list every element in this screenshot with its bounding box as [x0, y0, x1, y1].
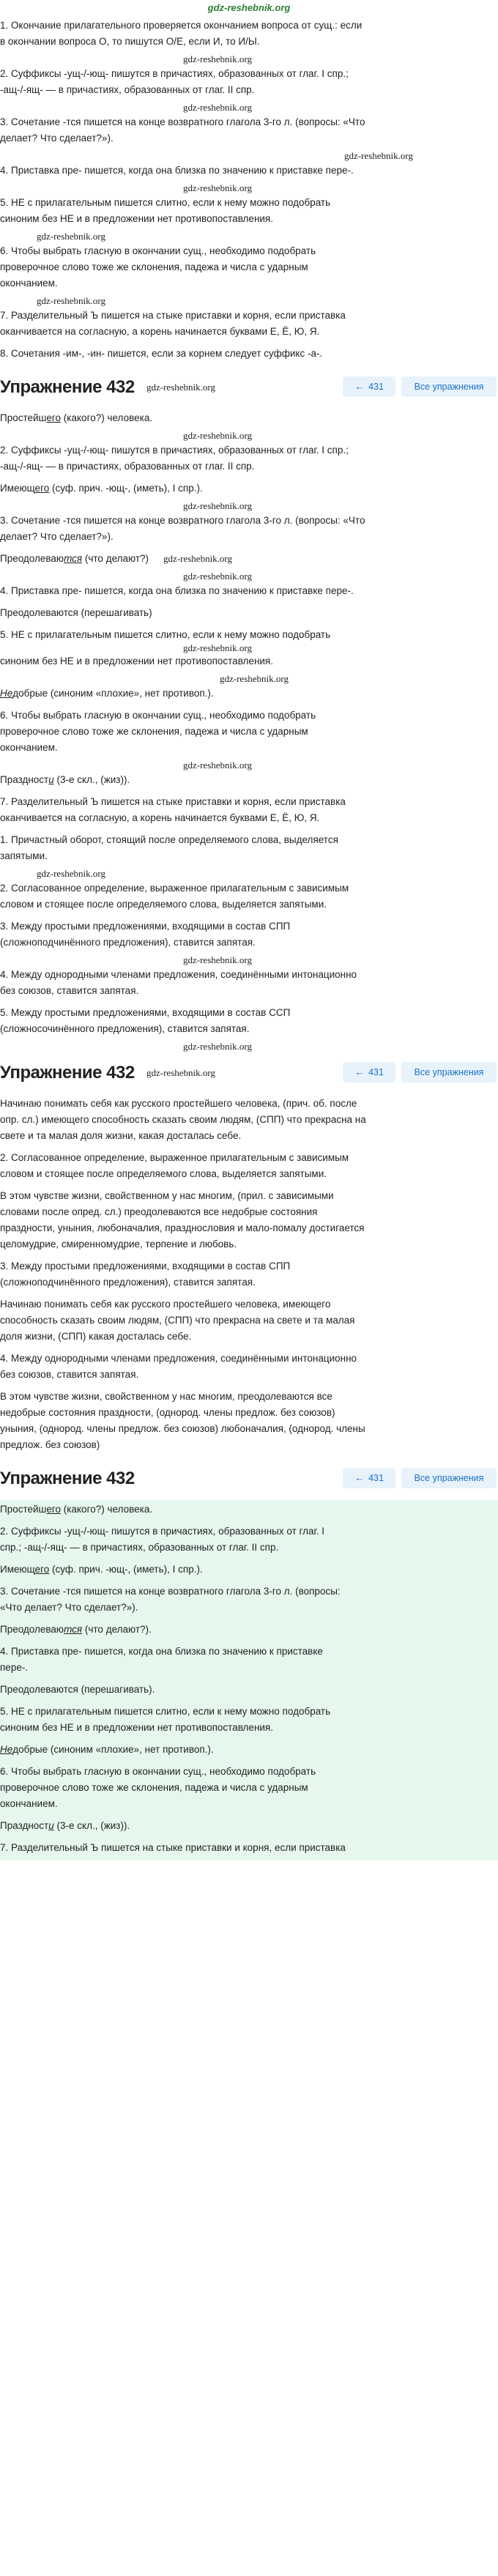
text-line: запятыми.	[0, 850, 48, 861]
highlighted-ending: его	[46, 412, 62, 423]
watermark: gdz-reshebnik.org	[183, 102, 252, 113]
text-line: -ащ-/-ящ- — в причастиях, образованных от глаг. II спр.	[0, 461, 255, 472]
text-line: словами после опред. сл.) преодолеваются все недобрые состояния	[0, 1206, 318, 1217]
exercise-title: Упражнение 432	[0, 377, 135, 397]
text-line: 4. Между однородными членами предложения, соединёнными интонационно	[0, 969, 357, 980]
text-line	[0, 1502, 498, 1518]
rule-paragraph	[0, 1522, 498, 1560]
arrow-left-icon: ←	[354, 1066, 365, 1077]
rule-paragraph	[0, 965, 498, 1003]
text-line: словом и стоящее после определяемого слова, выделяется запятыми.	[0, 1168, 327, 1179]
text-line: 2. Суффиксы -ущ-/-ющ- пишутся в причастиях, образованных от глаг. I спр.;	[0, 68, 349, 79]
highlighted-ending: его	[46, 1504, 62, 1515]
watermark: gdz-reshebnik.org	[220, 673, 289, 684]
watermark: gdz-reshebnik.org	[37, 231, 105, 242]
exercise-header	[0, 1462, 498, 1496]
text-line	[0, 1742, 498, 1758]
word-part: добрые (синоним «плохие», нет противоп.).	[12, 1744, 214, 1755]
text-line: 2. Согласованное определение, выраженное прилагательным с зависимым	[0, 883, 349, 894]
text-line: способность сказать своим людям, (СПП) что прекрасна на свете и та малая	[0, 1315, 355, 1326]
rule-paragraph	[0, 793, 498, 831]
rule-paragraph	[0, 626, 498, 674]
word-part: (суф. прич. -ющ-, (иметь), I спр.).	[49, 483, 203, 494]
text-line: 6. Чтобы выбрать гласную в окончании сущ., необходимо подобрать	[0, 1766, 316, 1777]
highlighted-ending: тся	[64, 1624, 83, 1635]
text-line: спр.; -ащ-/-ящ- — в причастиях, образованных от глаг. II спр.	[0, 1542, 279, 1553]
prev-exercise-button[interactable]	[343, 1468, 395, 1488]
exercise-nav	[343, 1062, 497, 1083]
exercise-nav	[343, 376, 497, 397]
intro-rule-5	[0, 193, 498, 231]
answer-line	[0, 684, 498, 706]
text-line: без союзов, ставится запятая.	[0, 1369, 139, 1380]
watermark: gdz-reshebnik.org	[183, 500, 252, 511]
text-line: опр. сл.) имеющего способность сказать своим людям, (СПП) что прекрасна на	[0, 1114, 366, 1125]
word-part: (3-е скл., (жиз)).	[53, 774, 130, 785]
rule-paragraph	[0, 1257, 498, 1295]
text-line: 4. Приставка пре- пишется, когда она близка по значению к приставке	[0, 1646, 323, 1657]
answer-line	[0, 1620, 498, 1642]
watermark: gdz-reshebnik.org	[146, 1067, 215, 1078]
all-exercises-button[interactable]	[401, 1468, 497, 1488]
text-line: окончанием.	[0, 742, 58, 753]
text-line: окончанием.	[0, 278, 58, 289]
text-line: 2. Согласованное определение, выраженное прилагательным с зависимым	[0, 1152, 349, 1163]
text-line: 3. Сочетание -тся пишется на конце возвратного глагола 3-го л. (вопросы:	[0, 1586, 341, 1597]
prev-exercise-label: 431	[368, 1473, 384, 1483]
watermark: gdz-reshebnik.org	[183, 642, 252, 653]
prev-exercise-button[interactable]	[343, 376, 395, 397]
rule-paragraph	[0, 1003, 498, 1042]
text-line: 3. Между простыми предложениями, входящими в состав СПП	[0, 1261, 291, 1272]
all-exercises-button[interactable]	[401, 1062, 497, 1083]
intro-rule-7	[0, 306, 498, 344]
text-line: 7. Разделительный Ъ пишется на стыке приставки и корня, если приставка	[0, 310, 346, 321]
answer-line	[0, 1500, 498, 1522]
highlighted-ending: и	[48, 1820, 54, 1831]
text-line: 3. Между простыми предложениями, входящими в состав СПП	[0, 921, 291, 932]
rule-paragraph	[0, 706, 498, 760]
watermark: gdz-reshebnik.org	[183, 760, 252, 771]
exercise-title: Упражнение 432	[0, 1063, 135, 1083]
text-line: делает? Что сделает?»).	[0, 531, 114, 542]
answer-line	[0, 771, 498, 793]
text-line	[0, 686, 498, 702]
highlighted-ending: тся	[64, 553, 83, 564]
word-part: (какого?) человека.	[61, 412, 153, 423]
text-line: проверочное слово тоже же склонения, падежа и числа с ударным	[0, 1782, 308, 1793]
intro-rule-6	[0, 242, 498, 296]
text-line: В этом чувстве жизни, свойственном у нас многим, (прил. с зависимыми	[0, 1190, 334, 1201]
text-line: недобрые состояния праздности, (однород. члены предлож. без союзов)	[0, 1407, 335, 1418]
text-line: 3. Сочетание -тся пишется на конце возвратного глагола 3-го л. (вопросы: «Что	[0, 515, 365, 526]
watermark: gdz-reshebnik.org	[37, 868, 105, 879]
text-line: синоним без НЕ и в предложении нет противопоставления.	[0, 213, 273, 224]
text-line	[0, 772, 498, 788]
text-line: 8. Сочетания -им-, -ин- пишется, если за корнем следует суффикс -а-.	[0, 348, 323, 359]
watermark: gdz-reshebnik.org	[183, 954, 252, 965]
answer-line	[0, 1680, 498, 1702]
text-line: 1. Причастный оборот, стоящий после определяемого слова, выделяется	[0, 834, 338, 845]
text-line: 5. НЕ с прилагательным пишется слитно, если к нему можно подобрать	[0, 1706, 331, 1717]
word-part: Имеющ	[0, 483, 35, 494]
text-line: 2. Суффиксы -ущ-/-ющ- пишутся в причастиях, образованных от глаг. I	[0, 1526, 325, 1537]
text-line: 4. Приставка пре- пишется, когда она близка по значению к приставке пере-.	[0, 585, 354, 596]
exercise-header	[0, 1056, 498, 1090]
text-line: свете и та малая доля жизни, какая досталась себе.	[0, 1130, 242, 1141]
watermark: gdz-reshebnik.org	[183, 53, 252, 64]
exercise-header	[0, 371, 498, 404]
text-line: В этом чувстве жизни, свойственном у нас многим, преодолеваются все	[0, 1391, 332, 1402]
arrow-left-icon: ←	[354, 1472, 365, 1483]
text-line	[0, 480, 498, 497]
rule-paragraph	[0, 1349, 498, 1387]
word-part: Простейш	[0, 1504, 47, 1515]
answer-line	[0, 479, 498, 501]
exercise-nav	[343, 1468, 497, 1488]
rule-paragraph	[0, 917, 498, 955]
text-line	[0, 410, 498, 426]
word-part: Преодолеваю	[0, 553, 64, 564]
answer-paragraph	[0, 1094, 498, 1148]
site-logo[interactable]: gdz-reshebnik.org	[207, 2, 291, 13]
text-line: «Что делает? Что сделает?»).	[0, 1602, 138, 1613]
answer-line	[0, 1740, 498, 1762]
rule-paragraph	[0, 1762, 498, 1816]
text-line: словом и стоящее после определяемого слова, выделяется запятыми.	[0, 899, 327, 910]
answer-paragraph	[0, 1187, 498, 1257]
text-line: предлож. без союзов)	[0, 1439, 100, 1450]
text-line: (сложноподчинённого предложения), ставится запятая.	[0, 1277, 256, 1288]
rule-paragraph	[0, 1642, 498, 1680]
exercise-title: Упражнение 432	[0, 1469, 135, 1488]
word-part: (что делают?)	[82, 553, 149, 564]
prev-exercise-label: 431	[368, 1067, 384, 1077]
text-line: проверочное слово тоже же склонения, падежа и числа с ударным	[0, 261, 308, 272]
answer-paragraph	[0, 1387, 498, 1458]
rule-paragraph	[0, 511, 498, 549]
text-line: 4. Приставка пре- пишется, когда она близка по значению к приставке пере-.	[0, 165, 354, 176]
word-part: добрые (синоним «плохие», нет противоп.).	[12, 688, 214, 699]
intro-rule-3	[0, 113, 498, 151]
intro-rule-1	[0, 16, 498, 54]
watermark: gdz-reshebnik.org	[183, 182, 252, 193]
text-line: 4. Между однородными членами предложения, соединёнными интонационно	[0, 1353, 357, 1364]
text-line: 6. Чтобы выбрать гласную в окончании сущ., необходимо подобрать	[0, 710, 316, 721]
answer-line	[0, 1560, 498, 1582]
text-line: праздности, уныния, любоначалия, празднословия и мало-помалу достигается	[0, 1222, 365, 1233]
watermark: gdz-reshebnik.org	[344, 150, 413, 161]
text-line: без союзов, ставится запятая.	[0, 985, 139, 996]
rule-paragraph	[0, 441, 498, 479]
word-part: Праздност	[0, 774, 49, 785]
text-line: оканчивается на согласную, а корень начинается буквами Е, Ё, Ю, Я.	[0, 812, 320, 823]
text-line: уныния, (однород. члены предлож. без союзов) любоначалия, (однород. члены	[0, 1423, 365, 1434]
arrow-left-icon: ←	[354, 381, 365, 392]
text-line: 1. Окончание прилагательного проверяется окончанием вопроса от сущ.: если	[0, 20, 363, 31]
text-line: Преодолеваются (перешагивать).	[0, 1684, 155, 1695]
text-line: доля жизни, (СПП) какая досталась себе.	[0, 1331, 192, 1342]
text-line: пере-.	[0, 1662, 29, 1673]
rule-paragraph	[0, 1838, 498, 1860]
text-line: 7. Разделительный Ъ пишется на стыке приставки и корня, если приставка	[0, 796, 346, 807]
word-part: Преодолеваю	[0, 1624, 64, 1635]
text-line: 5. НЕ с прилагательным пишется слитно, если к нему можно подобрать	[0, 629, 331, 640]
text-line: синоним без НЕ и в предложении нет противопоставления.	[0, 656, 273, 667]
text-line: 5. НЕ с прилагательным пишется слитно, если к нему можно подобрать	[0, 197, 331, 208]
text-line: проверочное слово тоже же склонения, падежа и числа с ударным	[0, 726, 308, 737]
intro-rule-4	[0, 161, 498, 183]
all-exercises-label: Все упражнения	[414, 382, 484, 392]
intro-rule-2	[0, 64, 498, 103]
text-line: Начинаю понимать себя как русского простейшего человека, (прич. об. после	[0, 1098, 357, 1109]
watermark: gdz-reshebnik.org	[183, 1041, 252, 1052]
prev-exercise-label: 431	[368, 382, 384, 392]
answer-highlight-block	[0, 1500, 498, 1860]
answer-line	[0, 1816, 498, 1838]
word-part: (3-е скл., (жиз)).	[53, 1820, 130, 1831]
watermark: gdz-reshebnik.org	[37, 295, 105, 306]
text-line: целомудрие, смиренномудрие, терпение и любовь.	[0, 1239, 237, 1250]
all-exercises-label: Все упражнения	[414, 1473, 484, 1483]
text-line: синоним без НЕ и в предложении нет противопоставления.	[0, 1722, 273, 1733]
word-part: Праздност	[0, 1820, 49, 1831]
answer-line	[0, 409, 498, 431]
highlighted-prefix: Не	[0, 688, 13, 699]
text-line: 6. Чтобы выбрать гласную в окончании сущ., необходимо подобрать	[0, 245, 316, 256]
word-part: (какого?) человека.	[61, 1504, 153, 1515]
rule-paragraph	[0, 879, 498, 917]
highlighted-ending: и	[48, 774, 54, 785]
text-line: Преодолеваются (перешагивать)	[0, 607, 152, 618]
highlighted-ending: его	[34, 483, 50, 494]
word-part: Простейш	[0, 412, 47, 423]
answer-paragraph	[0, 1295, 498, 1349]
text-line: в окончании вопроса О, то пишутся О/Е, если И, то И/Ы.	[0, 36, 260, 47]
prev-exercise-button[interactable]	[343, 1062, 395, 1083]
word-part: (суф. прич. -ющ-, (иметь), I спр.).	[49, 1564, 203, 1575]
highlighted-prefix: Не	[0, 1744, 13, 1755]
rule-paragraph	[0, 1702, 498, 1740]
text-line: окончанием.	[0, 1798, 58, 1809]
text-line	[0, 1818, 498, 1834]
rule-paragraph	[0, 831, 498, 869]
watermark: gdz-reshebnik.org	[146, 382, 215, 393]
watermark: gdz-reshebnik.org	[163, 553, 233, 564]
watermark: gdz-reshebnik.org	[183, 571, 252, 582]
word-part: Имеющ	[0, 1564, 35, 1575]
text-line: делает? Что сделает?»).	[0, 133, 114, 144]
all-exercises-label: Все упражнения	[414, 1067, 484, 1077]
text-line: 3. Сочетание -тся пишется на конце возвратного глагола 3-го л. (вопросы: «Что	[0, 116, 365, 127]
text-line: 5. Между простыми предложениями, входящими в состав ССП	[0, 1007, 291, 1018]
text-line: -ащ-/-ящ- — в причастиях, образованных от глаг. II спр.	[0, 84, 255, 95]
text-line: 2. Суффиксы -ущ-/-ющ- пишутся в причастиях, образованных от глаг. I спр.;	[0, 445, 349, 456]
text-line: (сложноподчинённого предложения), ставится запятая.	[0, 937, 256, 948]
watermark: gdz-reshebnik.org	[183, 430, 252, 441]
all-exercises-button[interactable]	[401, 376, 497, 397]
text-line: оканчивается на согласную, а корень начинается буквами Е, Ё, Ю, Я.	[0, 326, 320, 337]
text-line: Начинаю понимать себя как русского простейшего человека, имеющего	[0, 1299, 331, 1310]
highlighted-ending: его	[34, 1564, 50, 1575]
rule-paragraph	[0, 1582, 498, 1620]
text-line	[0, 551, 498, 567]
word-part: (что делают?).	[82, 1624, 152, 1635]
text-line	[0, 1622, 498, 1638]
text-line	[0, 1562, 498, 1578]
intro-rule-8	[0, 344, 498, 366]
text-line: 7. Разделительный Ъ пишется на стыке приставки и корня, если приставка	[0, 1842, 346, 1853]
rule-paragraph	[0, 1148, 498, 1187]
rule-paragraph	[0, 582, 498, 604]
answer-line	[0, 604, 498, 626]
answer-line	[0, 549, 498, 571]
text-line: (сложносочинённого предложения), ставится запятая.	[0, 1023, 250, 1034]
